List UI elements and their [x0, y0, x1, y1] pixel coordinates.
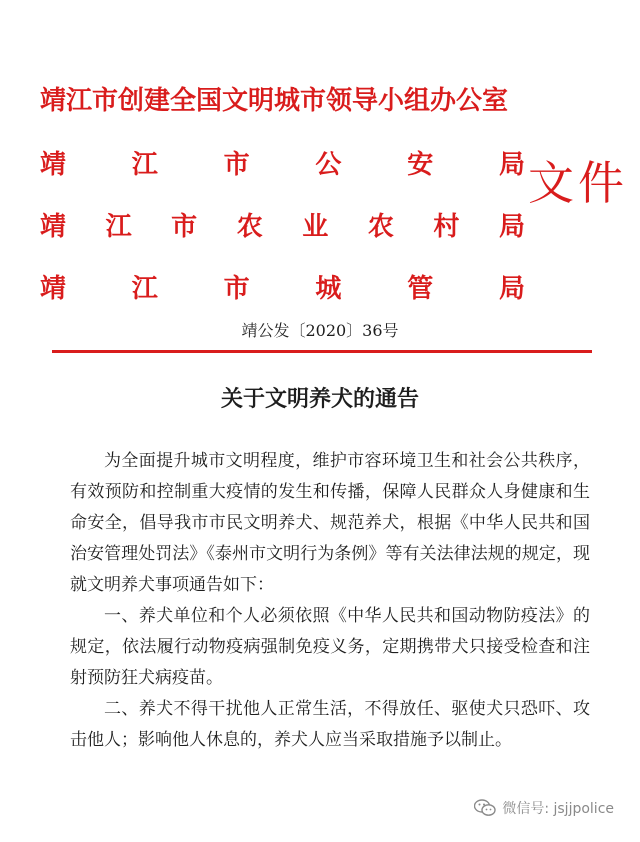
notice-title: 关于文明养犬的通告	[220, 387, 419, 412]
notice-body	[70, 446, 590, 756]
header-divider	[52, 350, 592, 353]
issuer-agriculture: 靖江市农业农村局	[40, 212, 525, 242]
watermark-text: 微信号: jsjjpolice	[502, 801, 614, 817]
issuer-police: 靖江市公安局	[40, 150, 525, 180]
wechat-watermark	[474, 798, 614, 818]
clause-one: 一、养犬单位和个人必须依照《中华人民共和国动物防疫法》的规定，依法履行动物疫病强制免疫义务，定期携带犬只接受检查和注射预防狂犬病疫苗。	[70, 606, 590, 688]
issuer-office: 靖江市创建全国文明城市领导小组办公室	[40, 86, 509, 116]
document-label: 文件	[528, 156, 628, 210]
document-number: 靖公发〔2020〕36号	[241, 321, 399, 340]
wechat-icon	[474, 799, 496, 817]
clause-two: 二、养犬不得干扰他人正常生活，不得放任、驱使犬只恐吓、攻击他人；影响他人休息的，养犬人应当采取措施予以制止。	[70, 699, 590, 750]
issuer-urban-management: 靖江市城管局	[40, 274, 525, 304]
intro-paragraph: 为全面提升城市文明程度，维护市容环境卫生和社会公共秩序，有效预防和控制重大疫情的发生和传播，保障人民群众人身健康和生命安全，倡导我市市民文明养犬、规范养犬，根据《中华人民共和国治安管理处罚法》《泰州市文明行为条例》等有关法律法规的规定，现就文明养犬事项通告如下：	[70, 451, 590, 595]
